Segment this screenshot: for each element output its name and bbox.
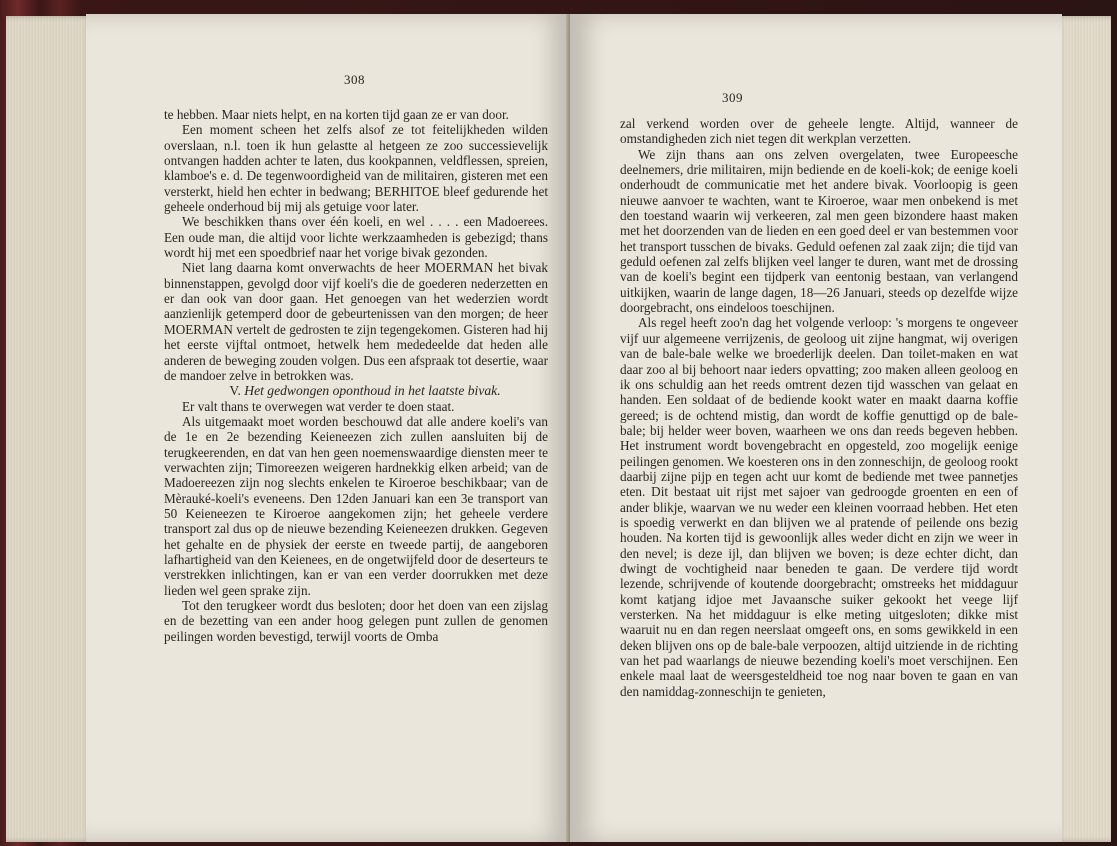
paragraph: Niet lang daarna komt onverwachts de heer MOERMAN het bivak binnenstappen, gevolgd door vijf koeli's die de goederen nederzetten en er dan ook van door gaan. Het genoegen van het wederzien wordt aanzienlijk getemperd door de gebeurtenissen van den morgen; de heer MOERMAN vertelt de gedrosten te zijn tegengekomen. Gisteren had hij het eerste vijftal ontmoet, hetwelk hem mededeelde dat heden alle anderen de beweging zouden volgen. Dus een afspraak tot desertie, waar de mandoer zelve in betrokken was. <box>164 260 548 383</box>
paragraph: Tot den terugkeer wordt dus besloten; door het doen van een zijslag en de bezetting van een ander hoog gelegen punt zullen de genomen peilingen worden bevestigd, terwijl voorts de Omba <box>164 598 548 644</box>
paragraph: Als uitgemaakt moet worden beschouwd dat alle andere koeli's van de 1e en 2e bezending Keieneezen zich zullen aansluiten bij de terugkeerenden, en dat van hen geen noemenswaardige diensten meer te verwachten zijn; Timoreezen weigeren hardnekkig elken arbeid; van de Madoereezen zijn nog slechts enkelen te Kiroeroe beschikbaar; van de Mèrauké-koeli's eveneens. Den 12den Januari kan een 3e transport van 50 Keieneezen te Kiroeroe aangekomen zijn; het geheele verdere transport zal dus op de nieuwe bezending Keieneezen drukken. Gegeven het gehalte en de physiek der eerste en tweede partij, de aangeboren lafhartigheid van den Keienees, en de ongetwijfeld door de deserteurs te verstrekken inlichtingen, kan er van een verder doorrukken met deze lieden wel geen sprake zijn. <box>164 413 548 598</box>
section-number: V. <box>229 383 241 399</box>
left-page-text <box>164 107 548 644</box>
paragraph: Een moment scheen het zelfs alsof ze tot feitelijkheden wilden overslaan, n.l. toen ik hun gelastte al hetgeen ze zoo successievelijk ontvangen hadden achter te laten, dus kookpannen, veldflessen, spreien, klamboe's e. d. De tegenwoordigheid van de militairen, gisteren met een versterkt, hield hen echter in bedwang; BERHITOE bleef gedurende het geheele onderhoud bij mij als getuige voor later. <box>164 122 548 215</box>
right-page <box>570 14 1062 842</box>
page-number-left: 308 <box>344 72 365 87</box>
paragraph: Er valt thans te overwegen wat verder te doen staat. <box>182 398 455 414</box>
page-edges-right <box>1055 16 1111 842</box>
left-page <box>86 14 570 842</box>
paragraph: te hebben. Maar niets helpt, en na korten tijd gaan ze er van door. <box>164 107 509 122</box>
right-page-text <box>620 116 1018 699</box>
section-heading <box>164 383 548 398</box>
page-number-right: 309 <box>722 90 743 105</box>
paragraph: Als regel heeft zoo'n dag het volgende verloop: 's morgens te ongeveer vijf uur algemeene verrijzenis, de geoloog uit zijne hangmat, wij overigen van de bale-bale welke we broederlijk deelen. Dan toilet-maken en wat daar zoo al bij behoort naar ieders opvatting; zoo maken alleen geoloog en ik ons schuldig aan het reeds omtrent dezen tijd wasschen van gelaat en handen. Een soldaat of de bediende kookt water en maakt daarna koffie gereed; is de ochtend mistig, dan wordt de koffie genuttigd op de bale-bale; bij helder weer boven, waarheen we ons dan reeds begeven hebben. Het instrument wordt bovengebracht en opgesteld, zoo mogelijk eenige peilingen genomen. We koesteren ons in den zonneschijn, de geoloog rookt daarbij zijne pijp en tegen acht uur komt de bediende met twee pannetjes eten. Dit bestaat uit rijst met sajoer van gedroogde groenten en een of ander blikje, waarvan we nu weder een kleinen voorraad hebben. Het eten is spoedig verwerkt en dan blijven we al pratende of peilende ons bezig houden. Na korten tijd is gewoonlijk alles weder dicht en zijn we weer in den nevel; is deze ijl, dan blijven we boven; is deze echter dicht, dan dwingt de vochtigheid naar beneden te gaan. De verdere tijd wordt lezende, schrijvende of koutende doorgebracht; omstreeks het middaguur komt katjang idjoe met Javaansche suiker gekookt het veege lijf versterken. Na het middaguur is elke meting uitgesloten; dikke mist waaruit nu en dan regen neerslaat omgeeft ons, en soms gewikkeld in een deken blijven ons op de bale-bale verpoozen, altijd uitziende in de richting van het pad waarlangs de nieuwe bezending koeli's moet verschijnen. Een enkele maal laat de weersgesteldheid toe nog naar boven te gaan en van den namiddag-zonneschijn te genieten, <box>620 315 1018 699</box>
section-title: Het gedwongen oponthoud in het laatste bivak. <box>244 383 501 399</box>
page-edges-left <box>6 16 92 842</box>
paragraph: zal verkend worden over de geheele lengte. Altijd, wanneer de omstandigheden zich niet tegen dit werkplan verzetten. <box>620 116 1018 147</box>
paragraph: We beschikken thans over één koeli, en wel . . . . een Madoerees. Een oude man, die altijd voor lichte werkzaamheden is gebezigd; thans wordt hij met een spoedbrief naar het vorige bivak gezonden. <box>164 214 548 261</box>
paragraph: We zijn thans aan ons zelven overgelaten, twee Europeesche deelnemers, drie militairen, mijn bediende en de koeli-kok; de eenige koeli onderhoudt de communicatie met het andere bivak. Voorloopig is geen nieuwe aanvoer te wachten, want te Kiroeroe, waar men onbekend is met den toestand waarin wij verkeeren, zal men geen bizondere haast maken met het doorzenden van de lieden en een goed deel er van bestemmen voor het transport tusschen de bivaks. Geduld oefenen zal zaak zijn; die tijd van geduld oefenen zal zelfs blijken veel langer te duren, want met de drossing van de koeli's begint een tijdperk van eentonig bestaan, van verlangend uitkijken, waarin de lange dagen, 18—26 Januari, steeds op dezelfde wijze doorgebracht, ons eindeloos toeschijnen. <box>620 146 1018 316</box>
